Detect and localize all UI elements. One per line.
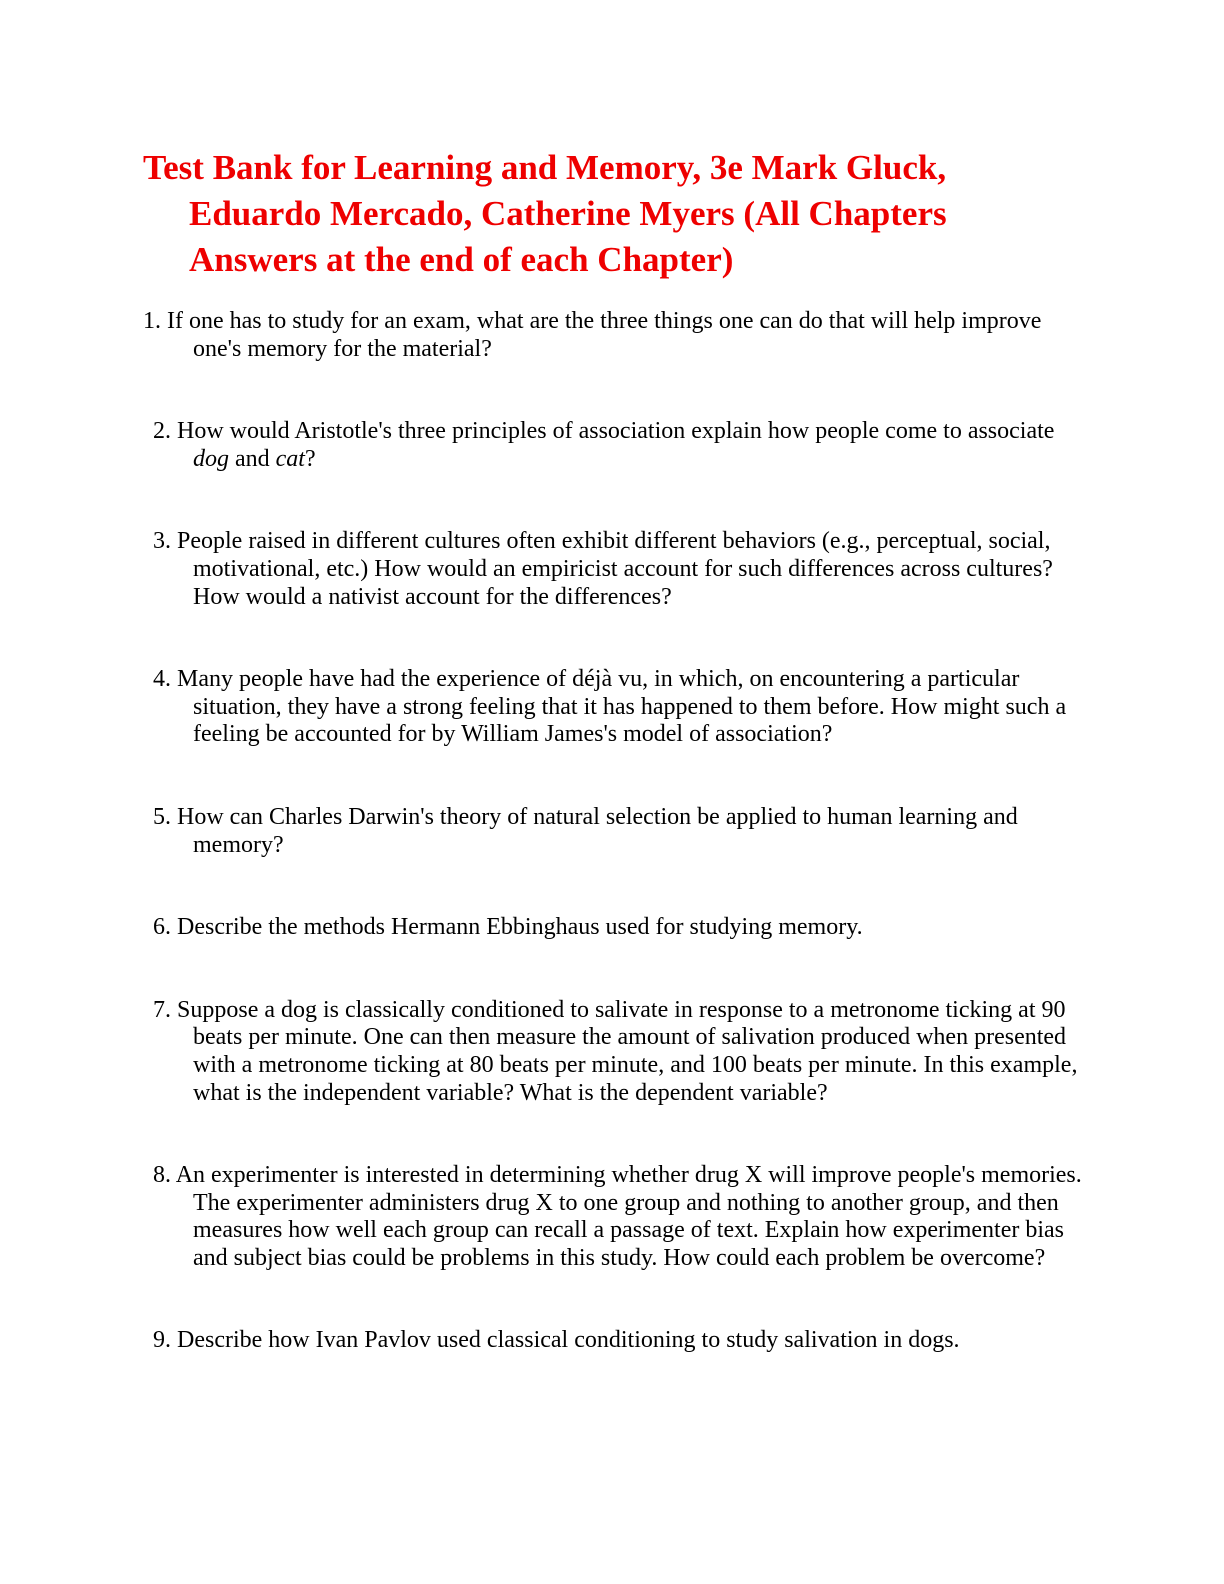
question-item bbox=[143, 804, 1085, 859]
question-text: If one has to study for an exam, what are the three things one can do that will help improve one's memory for the material? bbox=[167, 308, 1042, 362]
question-item bbox=[143, 308, 1085, 363]
questions-list bbox=[143, 308, 1085, 1355]
question-text: How can Charles Darwin's theory of natural selection be applied to human learning and memory? bbox=[177, 803, 1018, 858]
question-number: 6. bbox=[153, 914, 171, 941]
question-text: Describe the methods Hermann Ebbinghaus used for studying memory. bbox=[177, 914, 863, 941]
question-number: 8. bbox=[153, 1162, 171, 1189]
question-text: How would Aristotle's three principles of association explain how people come to associate bbox=[177, 418, 1055, 445]
question-text: An experimenter is interested in determining whether drug X will improve people's memories. The experimenter administers drug X to one group and nothing to another group, and then measures how well each group can recall a passage of text. Explain how experimenter bias and subject bias could be problems in this study. How could each problem be overcome? bbox=[175, 1162, 1082, 1271]
document-title bbox=[143, 145, 1088, 283]
question-text: People raised in different cultures often exhibit different behaviors (e.g., perceptual, social, motivational, etc.) How would an empiricist account for such differences across cultures? How would a nativist account for the differences? bbox=[177, 528, 1053, 610]
question-term-italic: dog bbox=[193, 445, 229, 472]
question-number: 2. bbox=[153, 418, 171, 445]
question-number: 7. bbox=[153, 996, 171, 1023]
question-number: 9. bbox=[153, 1327, 171, 1354]
question-text: and bbox=[229, 445, 276, 472]
question-number: 4. bbox=[153, 666, 171, 693]
question-term-italic: cat bbox=[275, 445, 305, 472]
question-number: 3. bbox=[153, 528, 171, 555]
question-item bbox=[143, 666, 1085, 749]
title-line: Eduardo Mercado, Catherine Myers (All Chapters bbox=[189, 194, 947, 233]
title-line: Answers at the end of each Chapter) bbox=[189, 240, 734, 279]
question-text: ? bbox=[304, 445, 316, 472]
question-item bbox=[143, 528, 1085, 611]
question-item bbox=[143, 1162, 1085, 1272]
question-number: 5. bbox=[153, 803, 171, 830]
title-line: Test Bank for Learning and Memory, 3e Mark Gluck, bbox=[143, 148, 947, 187]
question-item bbox=[143, 914, 1085, 942]
question-item bbox=[143, 1327, 1085, 1355]
question-number: 1. bbox=[143, 308, 161, 334]
question-item bbox=[143, 997, 1085, 1107]
question-text: Many people have had the experience of déjà vu, in which, on encountering a particular situation, they have a strong feeling that it has happened to them before. How might such a feeling be accounted for by William James's model of association? bbox=[177, 666, 1067, 748]
question-item bbox=[143, 418, 1085, 473]
question-text: Suppose a dog is classically conditioned to salivate in response to a metronome ticking at 90 beats per minute. One can then measure the amount of salivation produced when presented with a metronome ticking at 80 beats per minute, and 100 beats per minute. In this example, what is the independent variable? What is the dependent variable? bbox=[177, 996, 1078, 1106]
question-text: Describe how Ivan Pavlov used classical conditioning to study salivation in dogs. bbox=[177, 1327, 960, 1354]
